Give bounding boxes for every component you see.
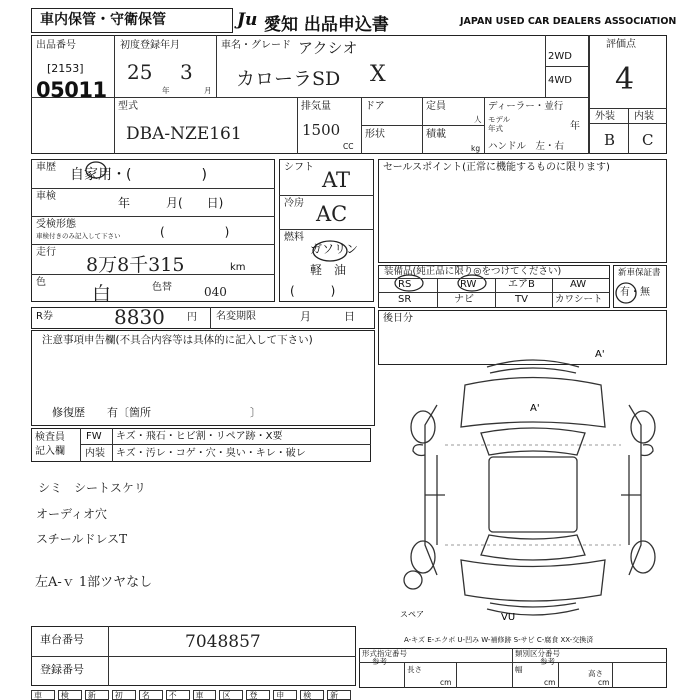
type-value: DBA-NZE161 [126, 124, 242, 144]
color-label: 色 [36, 277, 46, 288]
capacity-label: 定員 [426, 101, 446, 112]
equip-sr: SR [398, 294, 412, 305]
car-name-label: 車名・グレード [221, 40, 291, 51]
color-code: 040 [204, 285, 227, 299]
grade: X [370, 62, 386, 87]
overall-score: 4 [615, 62, 635, 97]
lot-number: 05011 [36, 78, 107, 102]
handwritten-note-4: 左A-ｖ 1部ツヤなし [35, 575, 153, 590]
mileage-label: 走行 [36, 247, 56, 258]
equipment-label: 装備品(純正品に限り◎をつけてください) [384, 266, 562, 277]
mileage-value: 8万8千315 [86, 254, 185, 276]
first-registration-month: 3 [180, 60, 193, 84]
year-unit: 年 [162, 86, 170, 95]
dealer-label: ディーラー・並行 [488, 101, 564, 112]
displacement-value: 1500 [302, 121, 341, 139]
bottom-strip [31, 690, 351, 700]
damage-mark-front: A' [530, 403, 540, 414]
inspection-label: 車検 [36, 191, 56, 202]
history-value: 自家用・( ) [70, 167, 207, 183]
inspection-form-note: 車検付きのみ記入して下さい [36, 232, 121, 240]
interior-grade: C [642, 131, 654, 149]
score-label: 評価点 [606, 39, 636, 50]
form-title: 愛知 出品申込書 [264, 15, 389, 35]
history-label: 車歴 [36, 162, 56, 173]
capacity-unit: 人 [474, 115, 482, 124]
notes-label: 注意事項申告欄(不具合内容等は具体的に記入して下さい) [42, 334, 313, 346]
sub-number: [2153] [47, 62, 84, 75]
strip-cell: 申 [273, 690, 297, 700]
handwritten-note-3: スチールドレスT [36, 532, 128, 546]
color-value: 白 [92, 283, 112, 305]
car-name: カローラSD [236, 68, 341, 90]
handle-label: ハンドル 左・右 [488, 141, 565, 152]
equip-rs: RS [398, 279, 412, 290]
width-unit: cm [544, 678, 556, 687]
inspection-form-label: 受検形態 [36, 219, 76, 230]
fuel-value: ガソリン [310, 242, 359, 256]
strip-cell: 不 [166, 690, 190, 700]
damage-mark-hood: A' [595, 349, 605, 360]
exterior-label: 外装 [595, 111, 615, 122]
interior-inspect-items: キズ・汚レ・コゲ・穴・臭い・キレ・破レ [116, 448, 306, 459]
damage-mark-rear: VU [501, 612, 516, 623]
interior-inspect-label: 内装 [85, 448, 105, 459]
month-unit: 月 [204, 86, 212, 95]
ref-label-2: 参考 [540, 657, 555, 666]
equip-navi: ナビ [454, 294, 474, 305]
warranty-label: 新車保証書 [618, 268, 661, 278]
inspector-label: 検査員 [35, 432, 65, 443]
first-registration-year: 25 [127, 60, 153, 84]
strip-cell: 区 [219, 690, 243, 700]
association-name: JAPAN USED CAR DEALERS ASSOCIATION [460, 16, 677, 27]
length-unit: cm [440, 678, 452, 687]
shape-label: 形状 [365, 129, 385, 140]
model-year-unit: 年 [570, 121, 580, 132]
interior-label: 内装 [634, 111, 654, 122]
mileage-unit: km [230, 262, 246, 273]
strip-cell: 車 [31, 690, 55, 700]
sales-point-label: セールスポイント(正常に機能するものに限ります) [383, 162, 610, 173]
first-registration-label: 初度登録年月 [120, 40, 180, 51]
type-label: 型式 [118, 101, 138, 112]
door-label: ドア [365, 101, 385, 112]
height-unit: cm [598, 678, 610, 687]
registration-label: 登録番号 [40, 663, 84, 676]
r-ticket-value: 8830 [114, 305, 165, 329]
strip-cell: 名 [139, 690, 163, 700]
strip-cell: 新 [327, 690, 351, 700]
fuel-other: ( ) [290, 284, 336, 298]
fuel-circle [313, 241, 347, 261]
damage-legend: A-キズ E-エクボ U-凹み W-補修跡 S-サビ C-腐食 XX-交換済 [404, 636, 594, 644]
equip-tv: TV [515, 294, 528, 305]
inspector-entry-label: 記入欄 [35, 446, 65, 457]
ac-label: 冷房 [284, 198, 304, 209]
type-designation-label: 形式指定番号 [362, 649, 407, 658]
equip-rw: RW [460, 279, 477, 290]
height-label: 高さ [588, 669, 603, 678]
exterior-grade: B [604, 131, 616, 149]
chassis-number: 7048857 [185, 632, 261, 652]
strip-cell: 検 [58, 690, 82, 700]
shift-label: シフト [284, 162, 314, 173]
car-model: アクシオ [298, 39, 358, 57]
drive-2wd: 2WD [548, 51, 572, 62]
fw-items: キズ・飛石・ヒビ割・リペア跡・X要 [116, 431, 283, 442]
repair-history: 修復歴 有〔箇所 〕 [52, 406, 261, 419]
width-label: 幅 [515, 665, 523, 674]
strip-cell: 初 [112, 690, 136, 700]
fuel-label: 燃料 [284, 232, 304, 243]
strip-cell: 登 [246, 690, 270, 700]
fw-label: FW [86, 431, 102, 442]
equip-leather-seat: カワシート [555, 294, 603, 305]
r-ticket-label: R券 [36, 311, 53, 322]
color-change-label: 色替 [152, 282, 172, 293]
storage-tag: 車内保管・守衛保管 [40, 12, 166, 28]
inspection-value: 年 月( 日) [118, 196, 224, 210]
fuel-diesel: 軽 油 [310, 263, 347, 277]
drive-4wd: 4WD [548, 75, 572, 86]
length-label: 長さ [407, 665, 422, 674]
ac-value: AC [316, 202, 348, 226]
handwritten-note-2: オーディオ穴 [36, 507, 108, 521]
warranty-value: 有・無 [620, 287, 650, 298]
r-ticket-unit: 円 [187, 312, 197, 323]
equip-airbag: エアB [508, 279, 535, 290]
model-year-label: 年式 [488, 124, 503, 133]
ref-label-1: 参考 [372, 657, 387, 666]
strip-cell: 新 [85, 690, 109, 700]
sales-point-box [378, 159, 667, 263]
lot-number-label: 出品番号 [36, 40, 76, 51]
rear-label: 後日分 [383, 313, 413, 324]
displacement-unit: CC [343, 142, 354, 151]
model-label: モデル [488, 115, 511, 124]
shift-value: AT [322, 168, 351, 192]
ju-logo: Ju [237, 10, 258, 30]
load-label: 積載 [426, 129, 446, 140]
spare-label: スペア [400, 610, 424, 619]
load-unit: kg [471, 144, 481, 153]
strip-cell: 車 [193, 690, 217, 700]
history-circle [86, 162, 106, 178]
name-change-value: 月 日 [300, 310, 355, 323]
category-label: 類別区分番号 [515, 649, 560, 658]
inspection-form-value: ( ) [160, 225, 230, 239]
displacement-label: 排気量 [301, 101, 331, 112]
equip-aw: AW [570, 279, 587, 290]
car-damage-diagram [395, 345, 670, 630]
chassis-label: 車台番号 [40, 633, 84, 646]
strip-cell: 検 [300, 690, 324, 700]
handwritten-note-1: シミ シートスケリ [38, 481, 146, 495]
name-change-label: 名変期限 [216, 311, 256, 322]
